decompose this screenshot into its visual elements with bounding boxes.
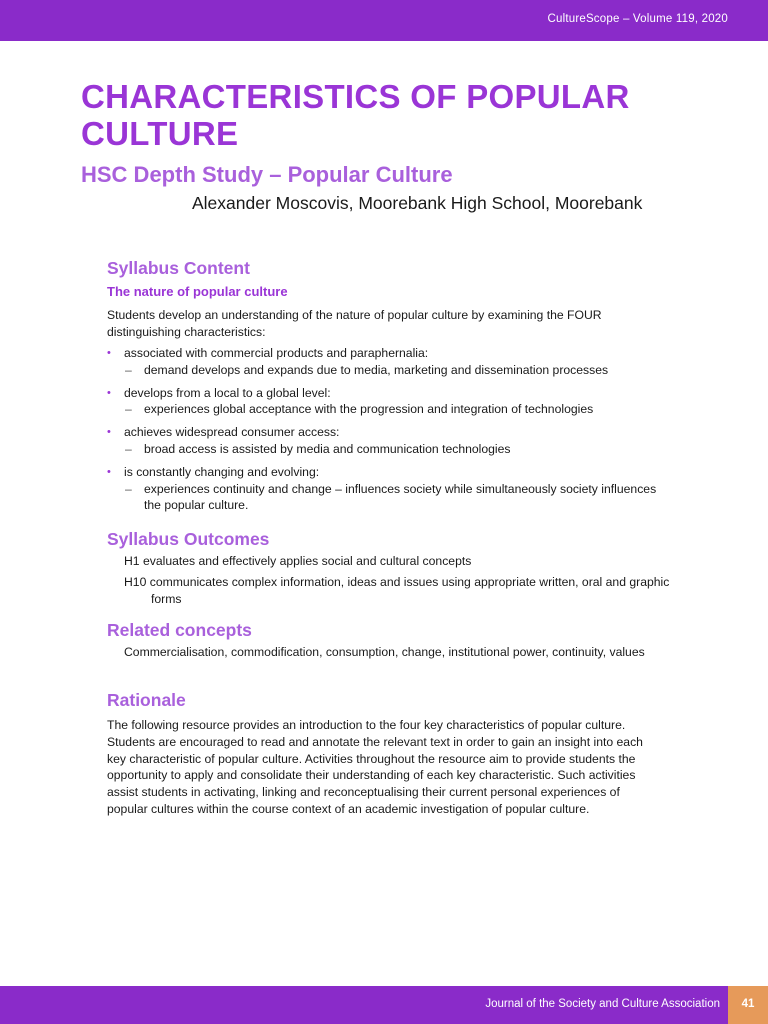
outcome-h10: H10 communicates complex information, ideas and issues using appropriate written, oral and graphic forms	[124, 575, 670, 606]
related-concepts-heading: Related concepts	[107, 620, 252, 640]
dash-icon: –	[125, 441, 132, 456]
syllabus-content-subheading: The nature of popular culture	[107, 284, 288, 299]
journal-name: Journal of the Society and Culture Association	[485, 998, 720, 1010]
list-item-subtext: experiences continuity and change – influences society while simultaneously society influences the popular culture.	[144, 481, 657, 513]
outcome-h1: H1 evaluates and effectively applies social and cultural concepts	[124, 554, 472, 568]
article-subtitle: HSC Depth Study – Popular Culture	[81, 162, 453, 187]
related-concepts-text: Commercialisation, commodification, consumption, change, institutional power, continuity, values	[124, 645, 645, 659]
bullet-icon: •	[107, 465, 111, 478]
rationale-text: The following resource provides an introduction to the four key characteristics of popular culture. Students are encouraged to read and annotate the relevant text in order to gain an insight into each key characteristic of popular culture. Activities throughout the resource aim to provide students the opportunity to apply and consolidate their understanding of each key characteristic. Such activities assist students in activating, linking and reconceptualising their current personal experiences of popular cultures within the course context of an academic investigation of popular culture.	[107, 718, 643, 816]
dash-icon: –	[125, 402, 132, 417]
header-bar	[0, 0, 768, 41]
list-item	[107, 464, 667, 514]
page-number: 41	[741, 998, 755, 1010]
article-author: Alexander Moscovis, Moorebank High School, Moorebank	[192, 193, 643, 213]
list-item	[107, 424, 667, 458]
list-item-subtext: broad access is assisted by media and communication technologies	[144, 441, 511, 456]
syllabus-outcomes-heading: Syllabus Outcomes	[107, 529, 270, 549]
bullet-icon: •	[107, 426, 111, 439]
dash-icon: –	[125, 481, 132, 496]
article-title: CHARACTERISTICS OF POPULAR CULTURE	[81, 78, 630, 152]
list-item-text: develops from a local to a global level:	[124, 385, 331, 400]
list-item-text: is constantly changing and evolving:	[124, 464, 320, 479]
dash-icon: –	[125, 362, 132, 377]
list-item-subtext: experiences global acceptance with the progression and integration of technologies	[144, 402, 594, 417]
list-item	[107, 345, 667, 379]
page-number-box	[728, 986, 768, 1024]
bullet-icon: •	[107, 386, 111, 399]
rationale-heading: Rationale	[107, 690, 186, 710]
characteristics-list	[107, 345, 667, 520]
list-item-text: associated with commercial products and paraphernalia:	[124, 346, 429, 360]
list-item-text: achieves widespread consumer access:	[124, 425, 340, 440]
bullet-icon: •	[107, 347, 111, 359]
syllabus-content-heading: Syllabus Content	[107, 258, 250, 278]
footer-bar	[0, 986, 728, 1024]
list-item-subtext: demand develops and expands due to media, marketing and dissemination processes	[144, 362, 609, 377]
syllabus-content-intro: Students develop an understanding of the nature of popular culture by examining the FOUR distinguishing characteristics:	[107, 308, 602, 339]
list-item	[107, 385, 667, 419]
running-head: CultureScope – Volume 119, 2020	[547, 13, 728, 25]
